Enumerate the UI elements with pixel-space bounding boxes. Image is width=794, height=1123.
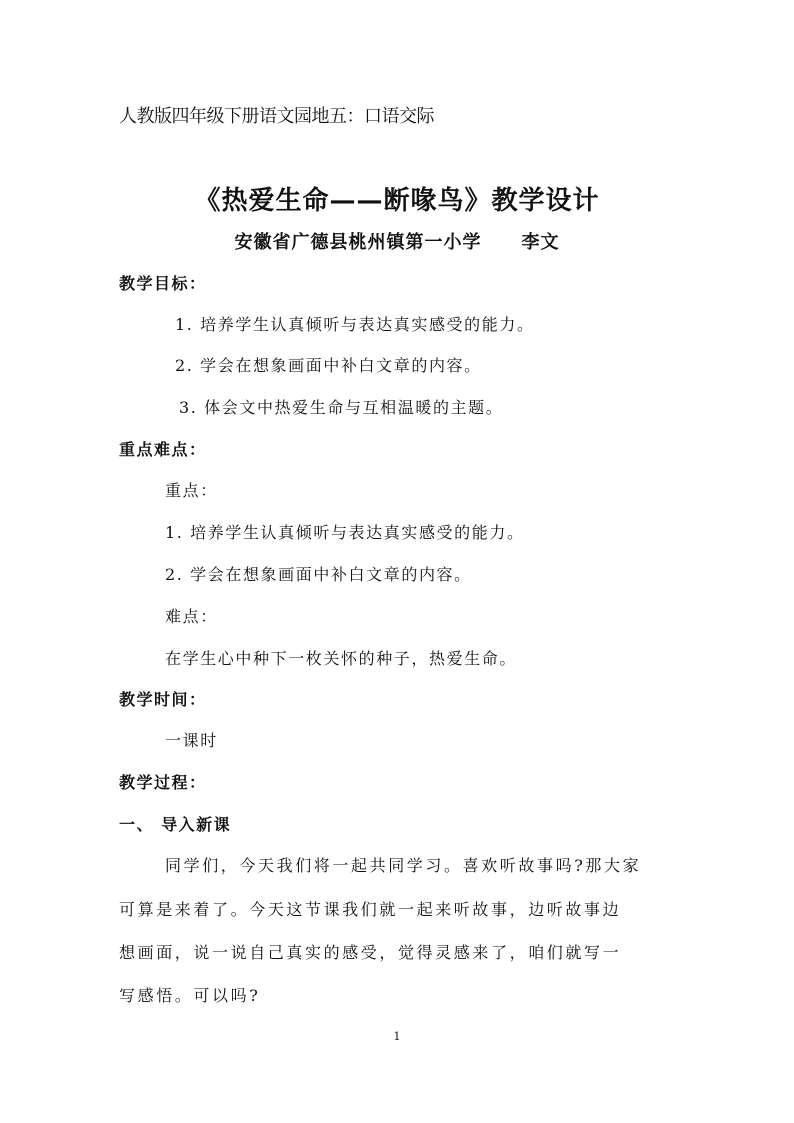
paragraph-line: 同学们，今天我们将一起共同学习。喜欢听故事吗?那大家	[165, 856, 642, 875]
document-header: 人教版四年级下册语文园地五：口语交际	[119, 106, 434, 127]
objective-item: 3. 体会文中热爱生命与互相温暖的主题。	[179, 398, 504, 417]
key-label: 重点：	[165, 481, 218, 500]
section-title: 一、 导入新课	[119, 815, 232, 834]
objectives-heading: 教学目标：	[119, 274, 207, 293]
paragraph-line: 写感悟。可以吗?	[119, 986, 261, 1005]
time-value: 一课时	[165, 731, 218, 750]
time-heading: 教学时间：	[119, 690, 207, 709]
difficulty-label: 难点：	[165, 607, 218, 626]
author-name: 李文	[521, 232, 560, 253]
process-heading: 教学过程：	[119, 773, 207, 792]
difficulty-text: 在学生心中种下一枚关怀的种子，热爱生命。	[165, 649, 518, 668]
key-item: 2. 学会在想象画面中补白文章的内容。	[165, 565, 472, 584]
key-points-heading: 重点难点：	[119, 440, 207, 459]
author-line	[0, 230, 794, 256]
objective-item: 2. 学会在想象画面中补白文章的内容。	[175, 356, 482, 375]
school-name: 安徽省广德县桃州镇第一小学	[234, 232, 482, 253]
paragraph-line: 想画面，说一说自己真实的感受，觉得灵感来了，咱们就写一	[119, 943, 622, 962]
page-number: 1	[393, 1030, 401, 1043]
paragraph-line: 可算是来着了。今天这节课我们就一起来听故事，边听故事边	[119, 900, 622, 919]
key-item: 1. 培养学生认真倾听与表达真实感受的能力。	[165, 523, 525, 542]
document-title: 《热爱生命——断喙鸟》教学设计	[194, 186, 600, 216]
objective-item: 1. 培养学生认真倾听与表达真实感受的能力。	[175, 315, 535, 334]
